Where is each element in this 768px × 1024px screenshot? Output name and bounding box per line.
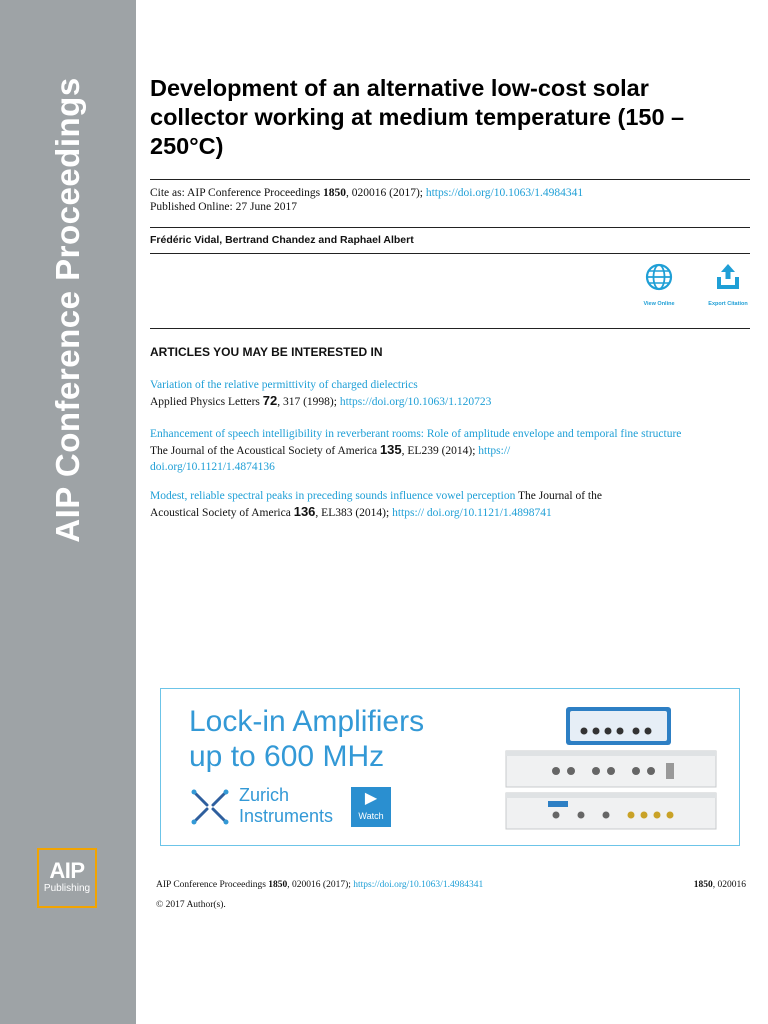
- article-journal: The Journal of the: [515, 490, 602, 502]
- watch-label: Watch: [358, 811, 384, 821]
- authors: Frédéric Vidal, Bertrand Chandez and Raphael Albert: [150, 234, 414, 246]
- article-pages: , EL239 (2014);: [401, 445, 479, 457]
- article-pages: , EL383 (2014);: [315, 507, 393, 519]
- export-icon: [713, 262, 743, 292]
- aip-publishing-logo[interactable]: [37, 848, 97, 908]
- ad-brand-line1: Zurich: [239, 785, 290, 805]
- article-doi-link[interactable]: https:// doi.org/10.1121/1.4898741: [392, 507, 552, 519]
- article-doi-link-cont[interactable]: doi.org/10.1121/1.4874136: [150, 461, 275, 473]
- footer-right-volume: 1850: [693, 880, 713, 890]
- article-journal: Applied Physics Letters: [150, 396, 263, 408]
- article-title-link[interactable]: Enhancement of speech intelligibility in reverberant rooms: Role of amplitude envelope and temporal fine structure: [150, 428, 682, 440]
- ad-headline: [189, 704, 424, 774]
- footer-right-rest: , 020016: [712, 880, 746, 890]
- article-journal-cont: Acoustical Society of America: [150, 507, 294, 519]
- view-online-button[interactable]: [629, 262, 689, 307]
- footer-doi-link[interactable]: https://doi.org/10.1063/1.4984341: [353, 880, 484, 890]
- ad-headline-line2: up to 600 MHz: [189, 740, 385, 773]
- globe-icon: [644, 262, 674, 292]
- ad-brand-line2: Instruments: [239, 806, 334, 826]
- article-journal: The Journal of the Acoustical Society of America: [150, 445, 380, 457]
- doi-link[interactable]: https://doi.org/10.1063/1.4984341: [425, 187, 584, 199]
- advertisement-banner[interactable]: [160, 688, 740, 846]
- view-online-label: View Online: [643, 301, 675, 307]
- cite-rest: , 020016 (2017);: [346, 187, 426, 199]
- paper-title: Development of an alternative low-cost solar collector working at medium temperature (150 – 250°C): [150, 75, 685, 159]
- ad-brand: [239, 785, 333, 827]
- article-volume: 72: [262, 393, 278, 408]
- divider: [150, 253, 750, 254]
- series-title: AIP Conference Proceedings: [49, 77, 86, 543]
- sidebar: [0, 0, 136, 1024]
- footer-citation: [156, 880, 746, 890]
- footer-page-ref: [694, 880, 746, 890]
- divider: [150, 179, 750, 180]
- divider: [150, 227, 750, 228]
- footer-prefix: AIP Conference Proceedings: [156, 880, 269, 890]
- article-title-link[interactable]: Modest, reliable spectral peaks in preceding sounds influence vowel perception: [150, 490, 516, 502]
- zurich-instruments-logo-icon: [191, 789, 229, 825]
- article-title-link[interactable]: Variation of the relative permittivity of charged dielectrics: [150, 379, 418, 391]
- article-volume: 136: [293, 504, 316, 519]
- lock-in-amplifier-device-image: [496, 701, 726, 836]
- copyright: © 2017 Author(s).: [156, 900, 226, 910]
- export-citation-button[interactable]: [698, 262, 758, 307]
- article-item: [150, 426, 740, 475]
- footer-rest: , 020016 (2017);: [287, 880, 354, 890]
- cite-prefix: Cite as: AIP Conference Proceedings: [150, 187, 323, 199]
- play-icon: ▶: [364, 790, 378, 807]
- watch-button[interactable]: [351, 787, 391, 827]
- article-item: [150, 488, 740, 521]
- footer-volume: 1850: [268, 880, 288, 890]
- articles-heading: ARTICLES YOU MAY BE INTERESTED IN: [150, 345, 383, 359]
- citation-block: [150, 186, 583, 214]
- ad-headline-line1: Lock-in Amplifiers: [189, 705, 425, 738]
- article-doi-link[interactable]: https://: [478, 445, 511, 457]
- article-volume: 135: [379, 442, 402, 457]
- divider: [150, 328, 750, 329]
- logo-line1: AIP: [49, 858, 85, 883]
- article-item: [150, 377, 740, 410]
- article-pages: , 317 (1998);: [277, 396, 340, 408]
- article-doi-link[interactable]: https://doi.org/10.1063/1.120723: [339, 396, 492, 408]
- cite-line: [150, 186, 583, 200]
- logo-line2: Publishing: [43, 883, 91, 894]
- cite-volume: 1850: [323, 187, 346, 199]
- published-date: Published Online: 27 June 2017: [150, 201, 297, 213]
- export-citation-label: Export Citation: [708, 301, 748, 307]
